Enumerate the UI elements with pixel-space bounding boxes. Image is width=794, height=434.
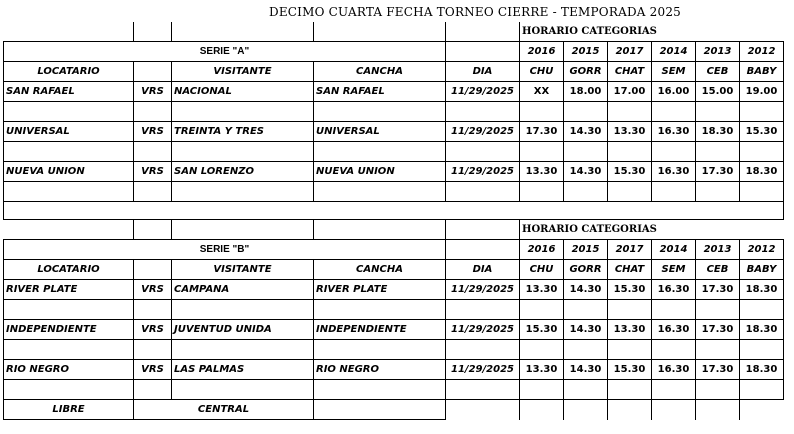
time-cell: 15.30: [740, 122, 784, 142]
year-cell: 2012: [740, 240, 784, 260]
category-cell: CHAT: [608, 260, 652, 280]
libre-label: LIBRE: [4, 400, 134, 420]
home-team: SAN RAFAEL: [4, 82, 134, 102]
match-row: [4, 162, 784, 182]
spacer-row: [4, 300, 784, 320]
cancha-header: CANCHA: [314, 62, 446, 82]
field-name: RIVER PLATE: [314, 280, 446, 300]
time-cell: 18.30: [740, 162, 784, 182]
away-team: CAMPANA: [172, 280, 314, 300]
field-name: UNIVERSAL: [314, 122, 446, 142]
home-team: INDEPENDIENTE: [4, 320, 134, 340]
year-cell: 2016: [520, 42, 564, 62]
away-team: SAN LORENZO: [172, 162, 314, 182]
spacer-row: [4, 340, 784, 360]
time-cell: 13.30: [520, 280, 564, 300]
vs-label: VRS: [134, 280, 172, 300]
time-cell: 17.00: [608, 82, 652, 102]
field-name: INDEPENDIENTE: [314, 320, 446, 340]
field-name: RIO NEGRO: [314, 360, 446, 380]
time-cell: 14.30: [564, 360, 608, 380]
category-cell: CEB: [696, 260, 740, 280]
match-row: [4, 280, 784, 300]
match-date: 11/29/2025: [446, 280, 520, 300]
time-cell: 16.30: [652, 320, 696, 340]
year-cell: 2014: [652, 42, 696, 62]
visitante-header: VISITANTE: [172, 260, 314, 280]
fixture-table: [3, 22, 784, 420]
away-team: TREINTA Y TRES: [172, 122, 314, 142]
year-cell: 2015: [564, 240, 608, 260]
year-cell: 2017: [608, 42, 652, 62]
dia-header: DIA: [446, 62, 520, 82]
time-cell: 14.30: [564, 280, 608, 300]
spacer-row: [4, 380, 784, 400]
libre-row: [4, 400, 784, 420]
time-cell: 13.30: [608, 122, 652, 142]
time-cell: 16.30: [652, 280, 696, 300]
horario-heading: HORARIO CATEGORIAS: [520, 22, 784, 42]
time-cell: XX: [520, 82, 564, 102]
category-cell: CEB: [696, 62, 740, 82]
category-cell: SEM: [652, 260, 696, 280]
serie-b-title: SERIE "B": [4, 240, 446, 260]
dia-header: DIA: [446, 260, 520, 280]
horario-row-a: [4, 22, 784, 42]
year-cell: 2013: [696, 240, 740, 260]
time-cell: 16.30: [652, 162, 696, 182]
visitante-header: VISITANTE: [172, 62, 314, 82]
horario-row-b: [4, 220, 784, 240]
time-cell: 15.30: [608, 280, 652, 300]
cancha-header: CANCHA: [314, 260, 446, 280]
serie-a-row: [4, 42, 784, 62]
time-cell: 13.30: [608, 320, 652, 340]
time-cell: 15.30: [520, 320, 564, 340]
category-cell: SEM: [652, 62, 696, 82]
serie-b-row: [4, 240, 784, 260]
field-name: NUEVA UNION: [314, 162, 446, 182]
vs-label: VRS: [134, 82, 172, 102]
time-cell: 17.30: [696, 162, 740, 182]
spacer-row: [4, 142, 784, 162]
away-team: JUVENTUD UNIDA: [172, 320, 314, 340]
column-header-row: [4, 62, 784, 82]
locatario-header: LOCATARIO: [4, 260, 134, 280]
year-cell: 2013: [696, 42, 740, 62]
match-date: 11/29/2025: [446, 82, 520, 102]
match-date: 11/29/2025: [446, 360, 520, 380]
time-cell: 15.00: [696, 82, 740, 102]
time-cell: 15.30: [608, 360, 652, 380]
time-cell: 17.30: [696, 320, 740, 340]
time-cell: 18.30: [740, 360, 784, 380]
horario-heading: HORARIO CATEGORIAS: [520, 220, 784, 240]
libre-team: CENTRAL: [134, 400, 314, 420]
year-cell: 2012: [740, 42, 784, 62]
match-row: [4, 320, 784, 340]
category-cell: CHU: [520, 62, 564, 82]
time-cell: 16.30: [652, 360, 696, 380]
away-team: NACIONAL: [172, 82, 314, 102]
year-cell: 2014: [652, 240, 696, 260]
time-cell: 17.30: [520, 122, 564, 142]
time-cell: 14.30: [564, 162, 608, 182]
time-cell: 14.30: [564, 122, 608, 142]
time-cell: 19.00: [740, 82, 784, 102]
year-cell: 2017: [608, 240, 652, 260]
home-team: UNIVERSAL: [4, 122, 134, 142]
match-row: [4, 360, 784, 380]
time-cell: 13.30: [520, 162, 564, 182]
match-row: [4, 122, 784, 142]
match-date: 11/29/2025: [446, 122, 520, 142]
match-date: 11/29/2025: [446, 320, 520, 340]
field-name: SAN RAFAEL: [314, 82, 446, 102]
home-team: NUEVA UNION: [4, 162, 134, 182]
time-cell: 17.30: [696, 280, 740, 300]
vs-label: VRS: [134, 122, 172, 142]
category-cell: CHU: [520, 260, 564, 280]
separator-row: [4, 202, 784, 220]
time-cell: 16.30: [652, 122, 696, 142]
time-cell: 16.00: [652, 82, 696, 102]
spacer-row: [4, 102, 784, 122]
vs-label: VRS: [134, 320, 172, 340]
time-cell: 18.00: [564, 82, 608, 102]
column-header-row: [4, 260, 784, 280]
year-cell: 2016: [520, 240, 564, 260]
spacer-row: [4, 182, 784, 202]
time-cell: 18.30: [696, 122, 740, 142]
category-cell: BABY: [740, 260, 784, 280]
home-team: RIO NEGRO: [4, 360, 134, 380]
serie-a-title: SERIE "A": [4, 42, 446, 62]
category-cell: GORR: [564, 260, 608, 280]
vs-label: VRS: [134, 360, 172, 380]
category-cell: GORR: [564, 62, 608, 82]
category-cell: CHAT: [608, 62, 652, 82]
time-cell: 17.30: [696, 360, 740, 380]
time-cell: 13.30: [520, 360, 564, 380]
match-row: [4, 82, 784, 102]
home-team: RIVER PLATE: [4, 280, 134, 300]
locatario-header: LOCATARIO: [4, 62, 134, 82]
time-cell: 15.30: [608, 162, 652, 182]
page-title: DECIMO CUARTA FECHA TORNEO CIERRE - TEMPORADA 2025: [269, 5, 681, 19]
category-cell: BABY: [740, 62, 784, 82]
match-date: 11/29/2025: [446, 162, 520, 182]
time-cell: 18.30: [740, 320, 784, 340]
time-cell: 18.30: [740, 280, 784, 300]
year-cell: 2015: [564, 42, 608, 62]
away-team: LAS PALMAS: [172, 360, 314, 380]
vs-label: VRS: [134, 162, 172, 182]
time-cell: 14.30: [564, 320, 608, 340]
